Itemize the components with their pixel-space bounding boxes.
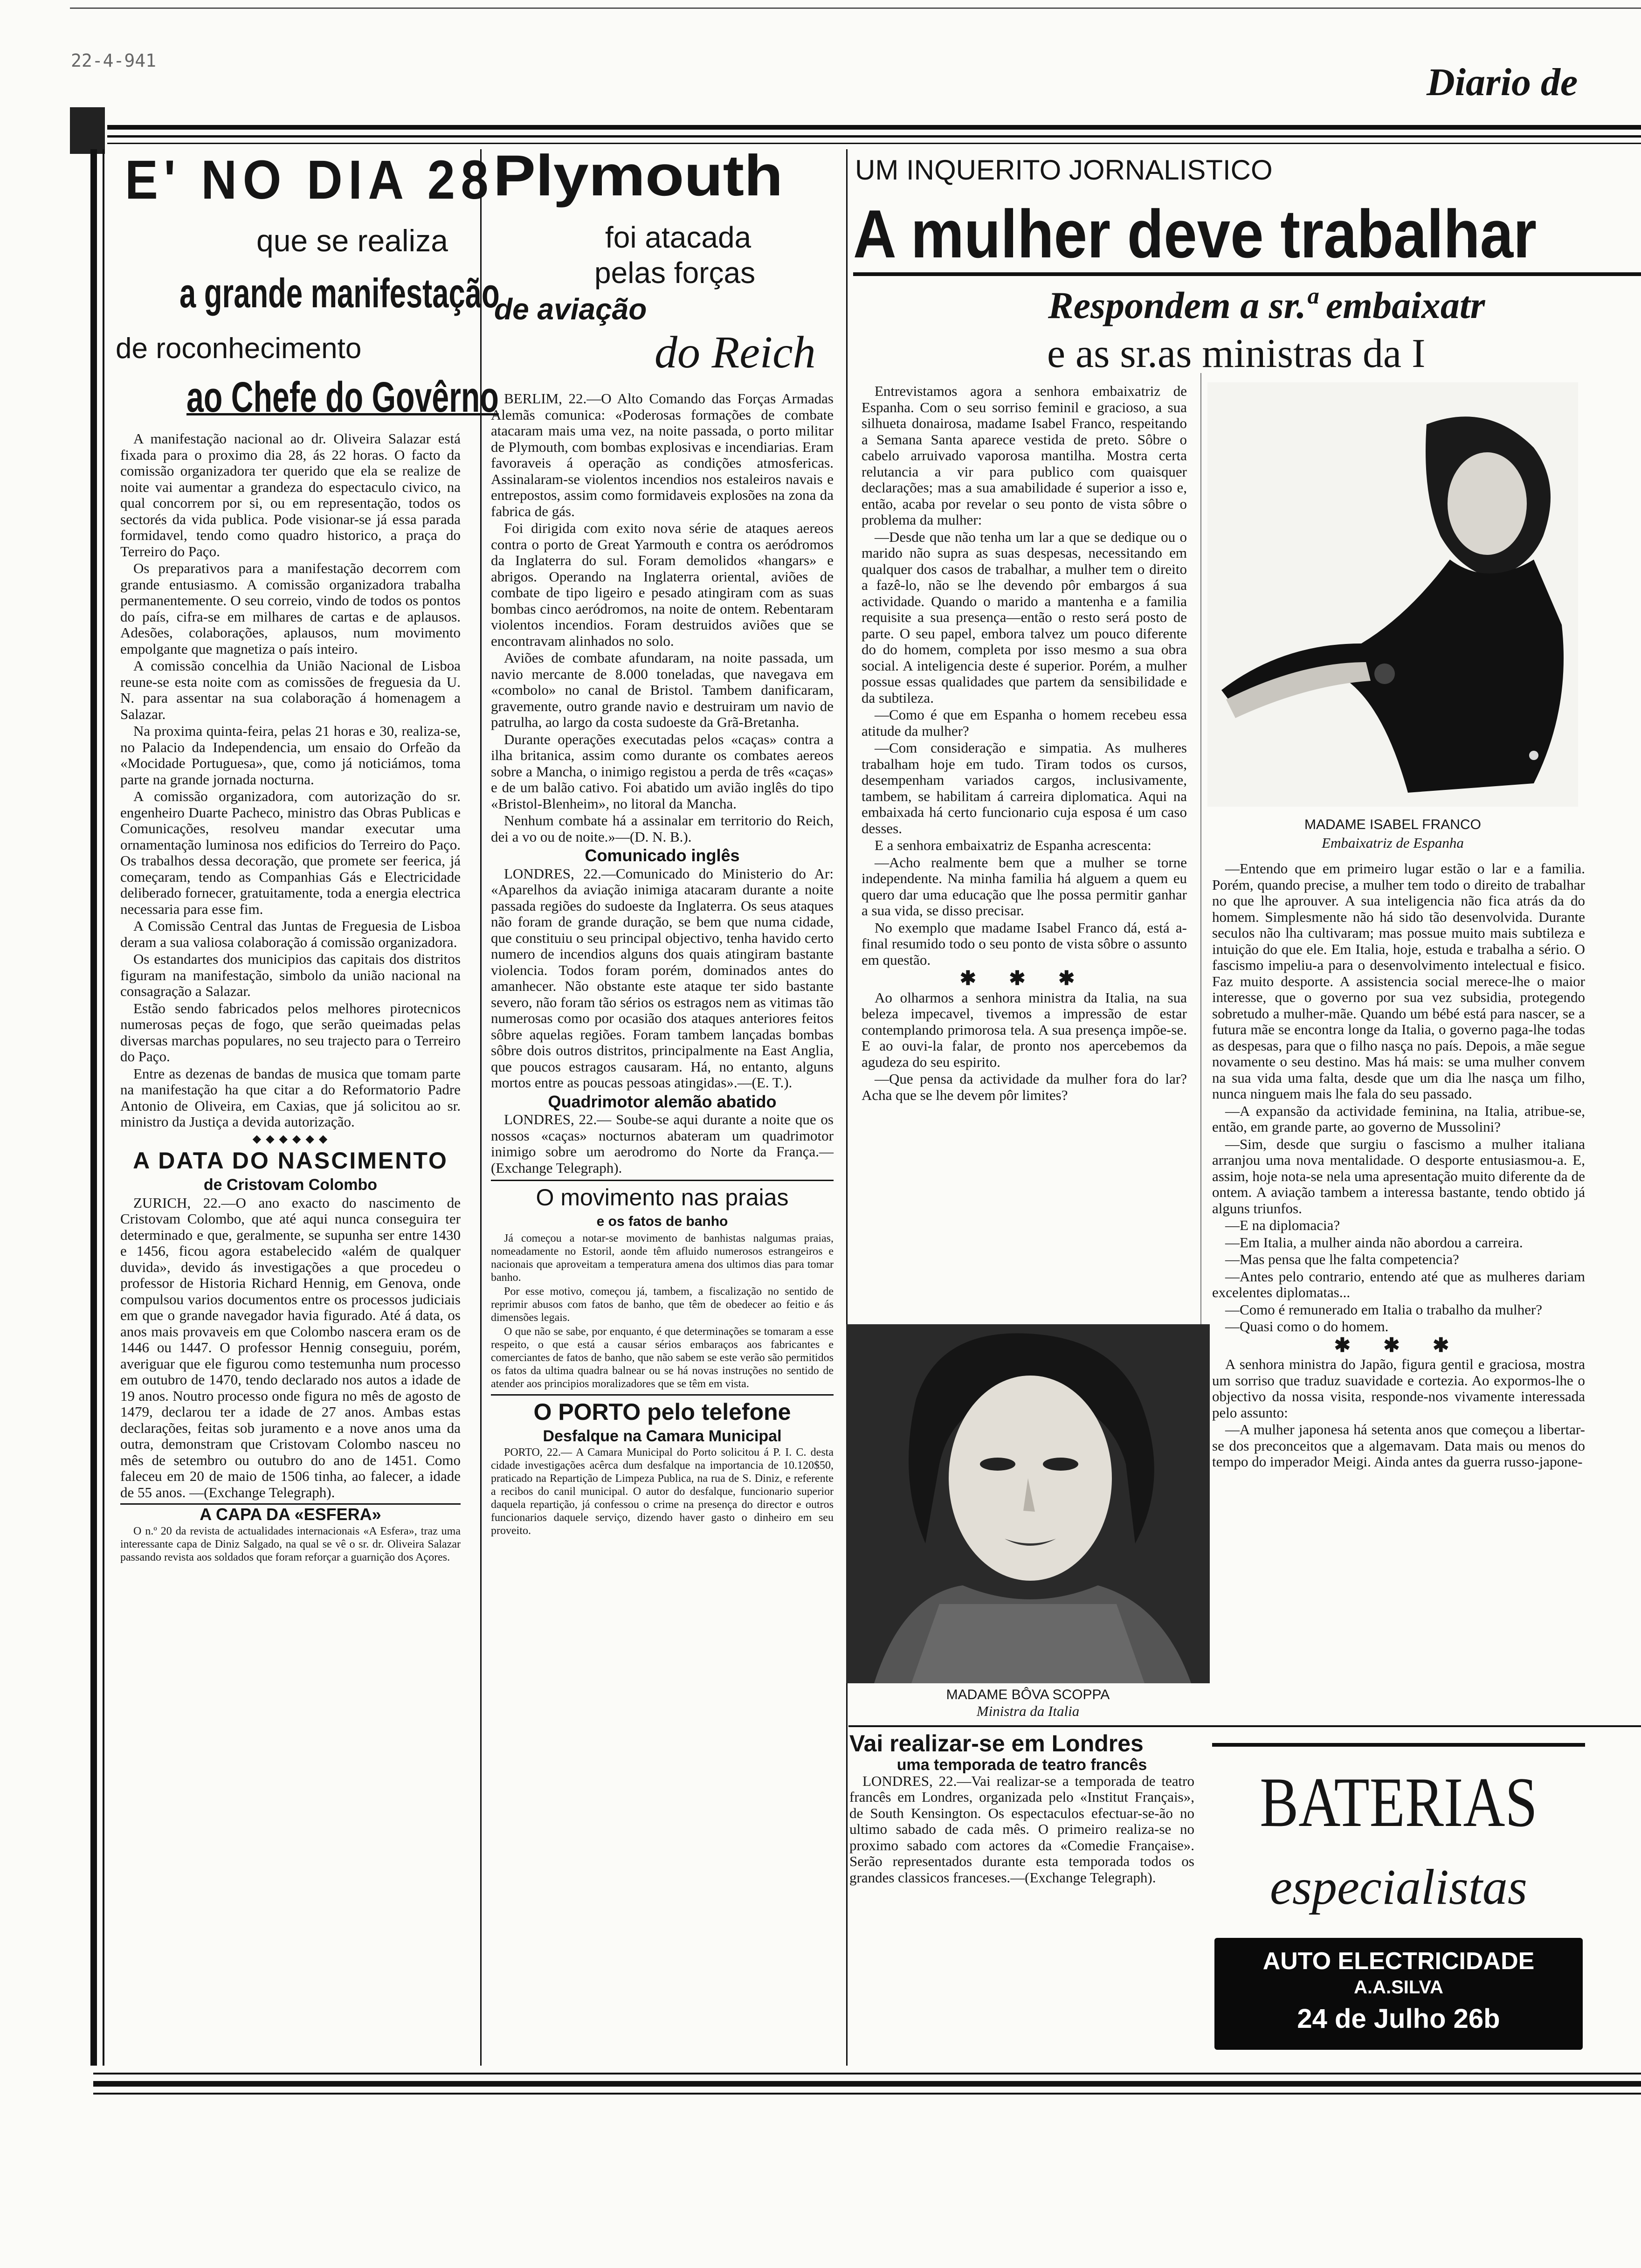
- article-plymouth: [491, 391, 834, 1538]
- portrait-isabel-franco: [1207, 382, 1578, 807]
- paragraph: LONDRES, 22.— Soube-se aqui durante a noite que os nossos «caças» nocturnos abateram um quadrimotor inimigo sobre um aerodromo do Norte da França.—(Exchange Telegraph).: [491, 1111, 834, 1176]
- ornament-divider: ◆ ◆ ◆ ◆ ◆ ◆: [252, 1133, 329, 1145]
- paragraph: A manifestação nacional ao dr. Oliveira Salazar está fixada para o proximo dia 28, ás 22 horas. O facto da comissão organizadora ter querido que ela se realize de noite vai aumentar a grandeza do espectaculo civico, na qual concorrem por si, ou em representação, todos os sectorés da vida publica. Pode visionar-se já essa parada formidavel, tendo como quadro historico, a praça do Terreiro do Paço.: [120, 430, 461, 560]
- paragraph: —Que pensa da actividade da mulher fora do lar? Acha que se lhe devem pôr limites?: [862, 1071, 1187, 1103]
- paragraph: PORTO, 22.— A Camara Municipal do Porto solicitou á P. I. C. desta cidade investigações acêrca dum desfalque na importancia de 10.120$50, praticado na Repartição de Limpeza Publica, na rua de S. Diniz, e referente a recibos do canil municipal. O autor do desfalque, funcionario superior daquela repartição, já confessou o crime na presença do director e outros funcionarios daquele serviço, dizendo haver gasto o dinheiro em seu proveito.: [491, 1446, 834, 1537]
- paragraph: Por esse motivo, começou já, tambem, a fiscalização no sentido de reprimir abusos com fatos de banho, que têm de obedecer ao feitio e ás dimensões legais.: [491, 1285, 834, 1324]
- masthead-rule-1: [107, 125, 1641, 130]
- article-title-londres: Vai realizar-se em Londres: [849, 1730, 1144, 1756]
- feature-deck-2: e as sr.as ministras da I: [1047, 331, 1426, 376]
- article-title-porto-telefone: O PORTO pelo telefone: [533, 1398, 791, 1425]
- paragraph: Estão sendo fabricados pelos melhores pirotecnicos numerosas peças de fogo, que serão queimadas pelas diversas marchas populares, no seu trajecto para o Terreiro do Paço.: [120, 1000, 461, 1065]
- bottom-rule-2: [93, 2081, 1641, 2087]
- article-title-data-nascimento: A DATA DO NASCIMENTO: [133, 1148, 448, 1174]
- paragraph: Já começou a notar-se movimento de banhistas nalgumas praias, nomeadamente no Estoril, aonde têm afluido numerosos estrangeiros e nacionais que aproveitam a temperatura amena dos ultimos dias para tomar banho.: [491, 1232, 834, 1284]
- masthead-rule-2: [107, 135, 1641, 138]
- headline-de-aviacao: de aviação: [494, 292, 647, 326]
- paragraph: —Desde que não tenha um lar a que se dedique ou o marido não supra as suas despesas, necessitando em qualquer dos casos de trabalhar, a mulher tem o direito a fazê-lo, não se lhe devendo pôr embargos á sua actividade. Quando o marido a mantenha e a familia requisite a sua presença—então o resto será posto de parte. O seu papel, embora talvez um pouco diferente do do homem, completa por isso mesmo a sua obra social. A inteligencia deste é superior. Porém, a mulher possue essas qualidades que partem da sensibilidade e da subtileza.: [862, 528, 1187, 706]
- section-divider: [491, 1180, 834, 1181]
- column-separator-1: [480, 149, 482, 2066]
- paragraph: —Quasi como o do homem.: [1225, 1318, 1389, 1335]
- bottom-rule-1: [93, 2073, 1641, 2074]
- left-border-thick: [90, 149, 97, 2066]
- headline-que-se-realiza: que se realiza: [256, 223, 448, 258]
- paragraph: Entrevistamos agora a senhora embaixatriz de Espanha. Com o seu sorriso feminil e gracioso, a sua silhueta donairosa, madame Isabel Franco, respeitando a Semana Santa aparece vestida de preto. Sôbre o cabelo arruivado vaporosa mantilha. Mostra certa relutancia a vir para publico com quaisquer declarações; mas a sua amabilidade é superior a isso e, então, acaba por revelar o seu ponto de vista sôbre o problema da mulher:: [862, 383, 1187, 528]
- interview-column-left: [862, 383, 1187, 1104]
- paragraph: Entre as dezenas de bandas de musica que tomam parte na manifestação ha que citar a do Reformatorio Padre Antonio de Oliveira, em Caxias, que já solicitou ao sr. ministro da Justiça a devida autorização.: [120, 1065, 461, 1130]
- photo-isabel-franco: [1207, 382, 1578, 807]
- paragraph: —A expansão da actividade feminina, na Italia, atribue-se, então, em grande parte, ao governo de Mussolini?: [1212, 1102, 1585, 1135]
- paragraph: —A mulher japonesa há setenta anos que começou a libertar-se dos preconceitos que a algemavam. Data mais ou menos do tempo do imperador Meigi. Ainda antes da guerra russo-japone-: [1212, 1421, 1585, 1470]
- paragraph: Durante operações executadas pelos «caças» contra a ilha britanica, assim como durante os combates aereos sobre a Mancha, o inimigo registou a perda de três «caças» e de um balão cativo. Foi abatido um avião inglês do tipo «Bristol-Blenheim», no litoral da Mancha.: [491, 731, 834, 812]
- paragraph: BERLIM, 22.—O Alto Comando das Forças Armadas Alemãs comunica: «Poderosas formações de combate atacaram mais uma vez, na noite passada, o porto militar de Plymouth, com bombas explosivas e incendiarias. Eram favoraveis á operação as condições atmosfericas. Assinalaram-se violentos incendios nos estaleiros navais e entrepostos, assim como formidaveis explosões na zona da fabrica de gás.: [491, 390, 834, 519]
- paragraph: No exemplo que madame Isabel Franco dá, está a-final resumido todo o seu ponto de vista sôbre o assunto em questão.: [862, 919, 1187, 968]
- paragraph: Ao olharmos a senhora ministra da Italia, na sua beleza impecavel, tivemos a impressão de estar contemplando primorosa tela. A sua presença impõe-se. E ao ouvi-la falar, de pronto nos apercebemos da agudeza do seu espirito.: [862, 989, 1187, 1070]
- paragraph: —Em Italia, a mulher ainda não abordou a carreira.: [1225, 1234, 1523, 1251]
- paragraph: Aviões de combate afundaram, na noite passada, um navio mercante de 8.000 toneladas, que navegava em «combolo» no canal de Bristol. Tambem danificaram, gravemente, outro grande navio e destruiram um navio de patrulha, ao largo da costa sudoeste da Grã-Bretanha.: [491, 650, 834, 730]
- bottom-rule-3: [93, 2093, 1641, 2095]
- advertisement-baterias: [1212, 1743, 1585, 2065]
- section-stars: ✱ ✱ ✱: [1334, 1335, 1463, 1356]
- paragraph: Foi dirigida com exito nova série de ataques aereos contra o porto de Great Yarmouth e contra os aeródromos da Inglaterra do sul. Foram demolidos «hangars» e abrigos. Operando na Inglaterra oriental, aviões de combate de tipo ligeiro e pesado atingiram com as suas bombas cinco aeródromos, na noite de ontem. Rebentaram violentos incendios. Foram destruidos aviões que se encontravam alinhados no solo.: [491, 520, 834, 649]
- section-divider: [491, 1394, 834, 1396]
- caption-isabel-franco-title: Embaixatriz de Espanha: [1322, 835, 1464, 851]
- paragraph: —Mas pensa que lhe falta competencia?: [1225, 1251, 1459, 1267]
- left-border-thin: [103, 149, 104, 2066]
- ad-headline-baterias: BATERIAS: [1260, 1763, 1538, 1841]
- paragraph: Os estandartes dos municipios das capitais dos distritos figuram na manifestação, simbolo da união nacional na consagração a Salazar.: [120, 951, 461, 999]
- paragraph: O n.º 20 da revista de actualidades internacionais «A Esfera», traz uma interessante capa de Diniz Salgado, na qual se vê o sr. dr. Oliveira Salazar passando revista aos soldados que foram reforçar a guarnição dos Açores.: [120, 1525, 461, 1563]
- paragraph: —Sim, desde que surgiu o fascismo a mulher italiana arranjou uma nova mentalidade. O desporte entusiasmou-a. E, assim, hoje nota-se nela uma apresentação muito diferente da de ontem. A aviação tambem a interessa bastante, tendo obtido já alguns triunfos.: [1212, 1135, 1585, 1217]
- subhead-comunicado-ingles: Comunicado inglês: [585, 846, 740, 865]
- paragraph: Na proxima quinta-feira, pelas 21 horas e 30, realiza-se, no Palacio da Independencia, um ensaio do Orfeão da «Mocidade Portuguesa», que, como já noticiámos, toma parte na grande jornada nocturna.: [120, 723, 461, 788]
- issue-date: 22-4-941: [71, 50, 157, 71]
- headline-plymouth: Plymouth: [493, 144, 783, 208]
- paragraph: —Antes pelo contrario, entendo até que as mulheres dariam excelentes diplomatas...: [1212, 1268, 1585, 1300]
- article-subtitle-fatos-banho: e os fatos de banho: [596, 1214, 728, 1229]
- paragraph: A Comissão Central das Juntas de Freguesia de Lisboa deram a sua valiosa colaboração á comissão organizadora.: [120, 918, 461, 950]
- ad-address: 24 de Julho 26b: [1297, 2004, 1500, 2034]
- paragraph: LONDRES, 22.—Vai realizar-se a temporada de teatro francês em Londres, organizada pelo «Institut Français», de South Kensington. Os espectaculos efectuar-se-ão no ultimo sabado de cada mês. O primeiro realiza-se no proximo sabado com actores da «Comedie Française». Serão representados durante esta temporada todos os grandes classicos franceses.—(Exchange Telegraph).: [849, 1772, 1194, 1886]
- headline-pelas-forcas: pelas forças: [594, 256, 756, 290]
- paragraph: E a senhora embaixatriz de Espanha acrescenta:: [875, 837, 1151, 853]
- paragraph: —Entendo que em primeiro lugar estão o lar e a familia. Porém, quando precise, a mulher tem todo o direito de trabalhar no que lhe aprouver. A sua inteligencia não fica atrás da do homem. Simplesmente não há sido tão desenvolvida. Durante seculos não lha cultivaram; mas possue muito mais subtileza e intuição do que ele. Em Italia, hoje, estuda e trabalha a sério. O fascismo impeliu-a para o desenvolvimento intelectual e fisico. Faz muito desporte. A assistencia social merece-lhe o maior interesse, que o governo por sua vez subsidia, protegendo sobretudo a mulher-mãe. Quando um bébé está para nascer, se a futura mãe se encontra longe da Italia, o governo paga-lhe todas as despesas, para que o filho nasça no país. Depois, a mãe segue novamente o seu destino. Mas há mais: se uma mulher convem na sua vida uma falta, desde que um dia lhe nasça um filho, nunca ninguem mais lhe fala do seu passado.: [1212, 860, 1585, 1102]
- paragraph: A comissão concelhia da União Nacional de Lisboa reune-se esta noite com as comissões de freguesia da U. N. para assentar na sua colaboração á homenagem a Salazar.: [120, 657, 461, 722]
- feature-headline-rule: [853, 272, 1641, 276]
- paragraph: ZURICH, 22.—O ano exacto do nascimento de Cristovam Colombo, que até aqui nunca conseguira ter determinado e que, geralmente, se supunha ser entre 1430 e 1456, ficou agora estabelecido «além de qualquer duvida», devido ás investigações a que procedeu o professor de Historia Richard Hennig, em Genova, onde compulsou varios documentos entre os processos judiciais em que o grande navegador havia figurado. Até á data, os anos mais provaveis em que Colombo nascera eram os de 1446 ou 1447. O professor Hennig conseguiu, porém, averiguar que ele figurou como testemunha num processo em outubro de 1470, tendo declarado nos autos a idade de 19 anos. Noutro processo onde figura no mês de agosto de 1479, declarou ter a idade de 27 anos. Ambas estas declarações, feitas sob juramento e a nove anos uma da outra, demonstram que Cristovam Colombo nasceu no mês de setembro ou outubro do ano de 1451. Como faleceu em 20 de maio de 1506 tinha, ao falecer, a idade de 55 anos. —(Exchange Telegraph).: [120, 1194, 461, 1500]
- portrait-bova-scoppa: [846, 1324, 1210, 1683]
- caption-bova-scoppa-name: MADAME BÔVA SCOPPA: [946, 1687, 1110, 1702]
- article-title-movimento-praias: O movimento nas praias: [536, 1184, 789, 1210]
- article-manifestacao: [120, 431, 461, 1565]
- headline-grande-manifestacao: a grande manifestação: [179, 270, 500, 316]
- caption-bova-scoppa-title: Ministra da Italia: [976, 1703, 1080, 1719]
- article-title-capa-esfera: A CAPA DA «ESFERA»: [120, 1503, 461, 1523]
- photo-bova-scoppa: [846, 1324, 1210, 1683]
- ad-script-especialistas: especialistas: [1270, 1860, 1527, 1915]
- ad-company-name: AUTO ELECTRICIDADE: [1262, 1948, 1535, 1975]
- headline-foi-atacada: foi atacada: [605, 221, 752, 254]
- feature-deck-1: Respondem a sr.ª embaixatr: [1048, 284, 1485, 326]
- ad-top-rule: [1212, 1743, 1585, 1747]
- paragraph: —E na diplomacia?: [1225, 1217, 1340, 1233]
- paragraph: A senhora ministra do Japão, figura gentil e graciosa, mostra um sorriso que traduz suavidade e cortezia. Ao expormos-lhe o objectivo da nossa visita, responde-nos vivamente interessada pelo assunto:: [1212, 1356, 1585, 1421]
- headline-do-reich: do Reich: [655, 327, 816, 378]
- paragraph: A comissão organizadora, com autorização do sr. engenheiro Duarte Pacheco, ministro das Obras Publicas e Comunicações, resolveu mandar executar uma ornamentação luminosa nos edificios do Terreiro do Paço. Os trabalhos dessa decoração, que promete ser feerica, já começaram, tendo as Companhias Gás e Electricidade deliberado fornecer, gratuitamente, toda a energia electrica necessaria para esse fim.: [120, 788, 461, 917]
- paragraph: —Acho realmente bem que a mulher se torne independente. Na minha familia há alguem a quem eu quero dar uma educação que lhe possa permitir ganhar a sua vida, se disso precisar.: [862, 854, 1187, 919]
- london-top-rule: [848, 1725, 1641, 1727]
- article-london: [849, 1730, 1194, 1887]
- subhead-quadrimotor: Quadrimotor alemão abatido: [548, 1092, 777, 1111]
- paragraph: —Como é que em Espanha o homem recebeu essa atitude da mulher?: [862, 706, 1187, 739]
- headline-de-roconhecimento: de roconhecimento: [116, 332, 362, 365]
- ad-company-owner: A.A.SILVA: [1354, 1977, 1443, 1998]
- newspaper-name: Diario de: [1427, 61, 1578, 104]
- caption-isabel-franco-name: MADAME ISABEL FRANCO: [1304, 817, 1481, 832]
- page-edge-bar: [70, 107, 105, 154]
- paragraph: O que não se sabe, por enquanto, é que determinações se tomaram a esse respeito, o que está a causar sérios embaraços aos fabricantes e comerciantes de fatos de banho, que não sabem se este verão são permitidos os fatos da ultima quadra balnear ou se há novas instruções no sentido de atender aos principios moralizadores que se têm em vista.: [491, 1325, 834, 1390]
- masthead-rule-3: [107, 143, 1641, 144]
- section-stars: ✱ ✱ ✱: [959, 968, 1089, 989]
- feature-kicker: UM INQUERITO JORNALISTICO: [855, 154, 1273, 186]
- article-subtitle-teatro: uma temporada de teatro francês: [896, 1756, 1147, 1774]
- paragraph: LONDRES, 22.—Comunicado do Ministerio do Ar: «Aparelhos da aviação inimiga atacaram durante a noite passada regiões do sudoeste da Inglaterra. Os seus ataques não foram de grande duração, se bem que numa cidade, que constituiu o seu principal objectivo, tenha havido certo numero de incendios alguns dos quais atingiram bastante violencia. Todos foram porém, dominados antes do amanhecer. Não obstante este ataque ter sido bastante severo, não foram tão sérios os estragos nem as vitimas tão numerosas como por ocasião dos ataques anteriores feitos sôbre aquelas regiões. Foram tambem lançadas bombas sôbre dois outros distritos, principalmente na East Anglia, que poucos estragos causaram. Há, no entanto, alguns mortos entre as poucas pessoas atingidas».—(E. T.).: [491, 865, 834, 1091]
- headline-ao-chefe-do-governo: ao Chefe do Govêrno: [186, 373, 499, 421]
- paragraph: Nenhum combate há a assinalar em territorio do Reich, dei a vo ou de noite.»—(D. N. B.).: [491, 812, 834, 845]
- paragraph: —Como é remunerado em Italia o trabalho da mulher?: [1225, 1301, 1543, 1318]
- column-separator-2: [846, 149, 848, 2066]
- ad-banner: [1214, 1938, 1583, 2050]
- paragraph: Os preparativos para a manifestação decorrem com grande entusiasmo. A comissão organizadora trabalha permanentemente. O seu correio, vindo de todos os pontos do país, cifra-se em milhares de cartas e de aplausos. Adesões, colaborações, aplausos, num movimento empolgante que magnetiza o país inteiro.: [120, 560, 461, 657]
- interview-column-right: [1212, 861, 1585, 1471]
- paragraph: —Com consideração e simpatia. As mulheres trabalham hoje em tudo. Tiram todos os cursos, desempenham variados cargos, inclusivamente, tambem, se habilitam á carreira diplomatica. Aqui na embaixada há certo funcionario cuja esposa é um caso desses.: [862, 740, 1187, 837]
- feature-headline: A mulher deve trabalhar: [853, 196, 1537, 272]
- top-thin-rule: [70, 7, 1641, 9]
- article-subtitle-colombo: de Cristovam Colombo: [203, 1176, 378, 1194]
- headline-e-no-dia-28: E' NO DIA 28: [125, 149, 495, 211]
- article-subtitle-desfalque: Desfalque na Camara Municipal: [543, 1427, 782, 1445]
